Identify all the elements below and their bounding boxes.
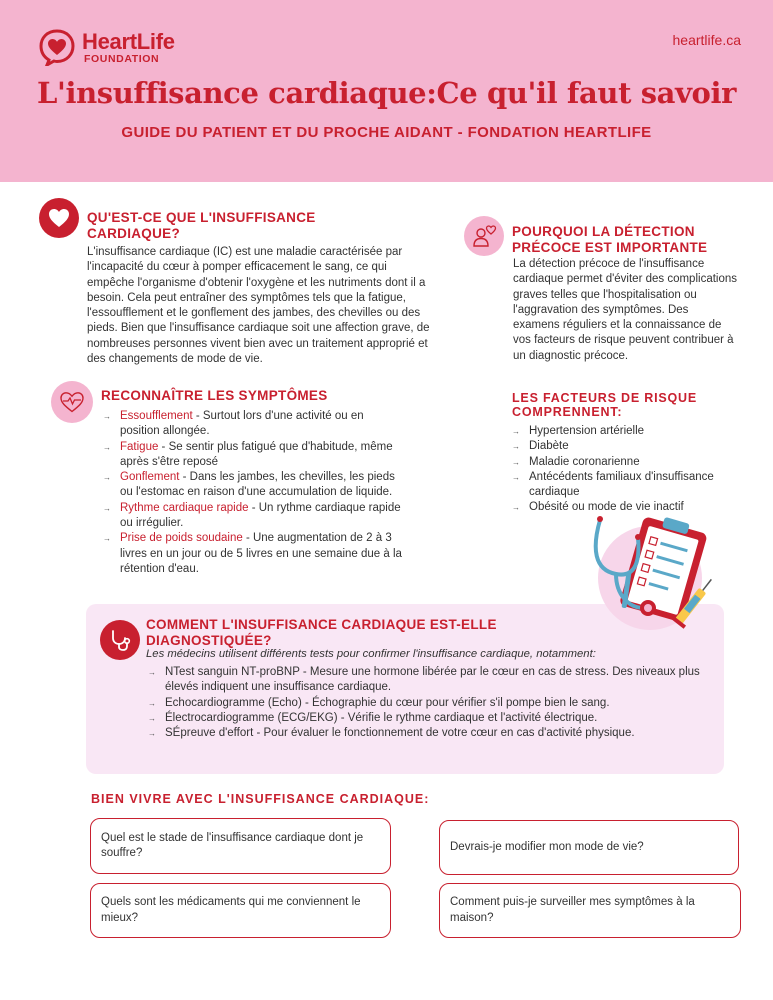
- list-item: [103, 440, 403, 471]
- list-item: → Maladie coronarienne: [512, 455, 742, 470]
- symptom-name: Essoufflement: [120, 410, 193, 422]
- symptoms-list: [103, 409, 403, 577]
- symptom-desc: - Une augmentation de 2 à 3 livres en un jour ou de 5 livres en une semaine due à la rétention d'eau.: [120, 532, 402, 575]
- list-item: → Antécédents familiaux d'insuffisance cardiaque: [512, 470, 742, 501]
- list-item: → Hypertension artérielle: [512, 424, 742, 439]
- page-header: [0, 0, 773, 182]
- symptom-desc: - Un rythme cardiaque rapide ou irrégulier.: [120, 501, 401, 530]
- symptom-name: Rythme cardiaque rapide: [120, 501, 249, 514]
- heartbeat-icon: [51, 381, 93, 423]
- question-card[interactable]: Quel est le stade de l'insuffisance cardiaque dont je souffre?: [90, 818, 391, 874]
- risk-factors-title: LES FACTEURS DE RISQUE COMPRENNENT:: [512, 391, 697, 419]
- symptoms-title: RECONNAÎTRE LES SYMPTÔMES: [101, 388, 328, 403]
- symptom-name: Gonflement: [120, 471, 180, 484]
- list-item: [103, 470, 403, 501]
- list-item: [103, 531, 403, 577]
- question-card[interactable]: Quels sont les médicaments qui me conviennent le mieux?: [90, 883, 391, 938]
- list-item: → Obésité ou mode de vie inactif: [512, 500, 742, 515]
- symptom-name: Fatigue: [120, 440, 159, 453]
- question-card[interactable]: Devrais-je modifier mon mode de vie?: [439, 820, 739, 875]
- symptom-desc: - Surtout lors d'une activité ou en position allongée.: [120, 410, 364, 438]
- what-is-title: QU'EST-CE QUE L'INSUFFISANCE CARDIAQUE?: [87, 210, 316, 241]
- page-subtitle: GUIDE DU PATIENT ET DU PROCHE AIDANT - FONDATION HEARTLIFE: [121, 124, 652, 141]
- diagnosis-tests-list: [148, 665, 703, 741]
- heart-logo-icon: [38, 28, 76, 66]
- symptom-desc: - Se sentir plus fatigué que d'habitude, même après s'être reposé: [120, 440, 393, 468]
- site-url-link[interactable]: heartlife.ca: [672, 32, 741, 48]
- stethoscope-icon: [100, 620, 140, 660]
- clipboard-illustration: [578, 508, 728, 640]
- diagnosis-intro: Les médecins utilisent différents tests pour confirmer l'insuffisance cardiaque, notamment:: [146, 648, 596, 660]
- list-item: → Echocardiogramme (Echo) - Échographie du cœur pour vérifier s'il pompe bien le sang.: [148, 696, 703, 711]
- page-title: L'insuffisance cardiaque:Ce qu'il faut savoir: [37, 76, 736, 110]
- what-is-body: L'insuffisance cardiaque (IC) est une maladie caractérisée par l'incapacité du cœur à pomper efficacement le sang, ce qui empêche l'organisme d'obtenir l'oxygène et les nutriments dont il a besoin. Cela peut entraîner des symptômes tels que la fatigue, l'essoufflement et le gonflement des jambes, des chevilles ou des pieds. Bien que l'insuffisance cardiaque soit une affection grave, de nombreuses personnes vivent bien avec un traitement approprié et des changements de mode de vie.: [87, 246, 430, 366]
- early-detection-title: POURQUOI LA DÉTECTION PRÉCOCE EST IMPORTANTE: [512, 224, 708, 255]
- logo-subtitle: FOUNDATION: [84, 53, 160, 65]
- heart-icon: [39, 198, 79, 238]
- list-item: → SÉpreuve d'effort - Pour évaluer le fonctionnement de votre cœur en cas d'activité physique.: [148, 726, 703, 741]
- symptom-name: Prise de poids soudaine: [120, 532, 243, 545]
- question-card[interactable]: Comment puis-je surveiller mes symptômes à la maison?: [439, 883, 741, 938]
- list-item: [103, 409, 403, 440]
- symptom-desc: - Dans les jambes, les chevilles, les pieds ou l'estomac en raison d'une accumulation de liquide.: [120, 471, 395, 499]
- heartlife-logo[interactable]: [38, 28, 198, 68]
- living-well-title: BIEN VIVRE AVEC L'INSUFFISANCE CARDIAQUE:: [91, 792, 430, 806]
- heart-person-icon: [464, 216, 504, 256]
- risk-factors-list: [512, 424, 742, 516]
- list-item: → Électrocardiogramme (ECG/EKG) - Vérifie le rythme cardiaque et l'activité électrique.: [148, 711, 703, 726]
- logo-name: HeartLife: [82, 29, 175, 54]
- list-item: [103, 501, 403, 532]
- diagnosis-title: COMMENT L'INSUFFISANCE CARDIAQUE EST-ELLE DIAGNOSTIQUÉE?: [146, 617, 497, 648]
- early-detection-body: La détection précoce de l'insuffisance cardiaque permet d'éviter des complications graves telles que l'hospitalisation ou l'aggravation des symptômes. Des examens réguliers et la connaissance de vos facteurs de risque peuvent contribuer à un diagnostic précoce.: [513, 258, 738, 362]
- list-item: → NTest sanguin NT-proBNP - Mesure une hormone libérée par le cœur en cas de stress. Des niveaux plus élevés indiquent une insuffisance cardiaque.: [148, 665, 703, 696]
- list-item: → Diabète: [512, 439, 742, 454]
